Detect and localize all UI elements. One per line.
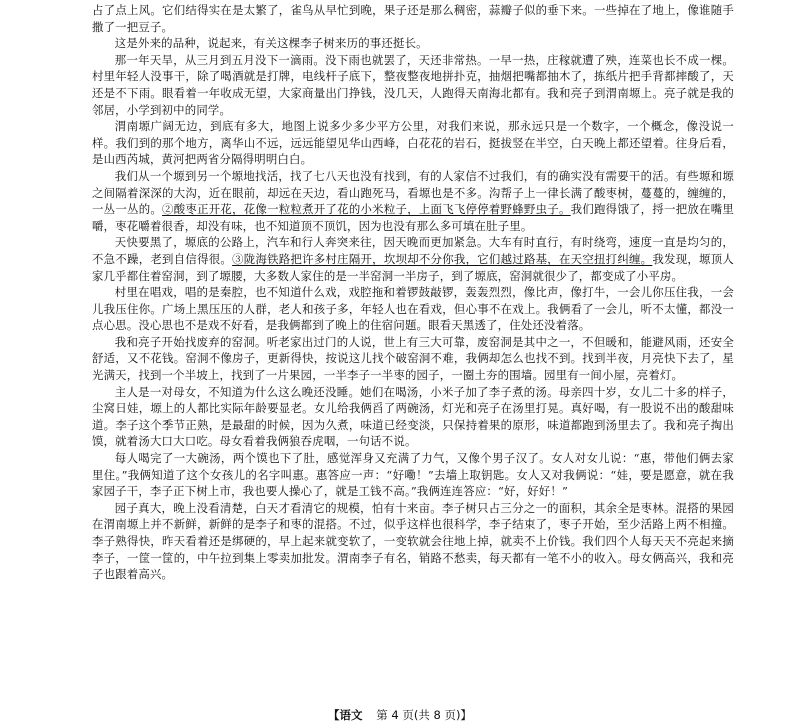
passage-paragraph <box>92 234 734 284</box>
passage-paragraph <box>92 35 734 52</box>
paragraph-text: 这是外来的品种，说起来，有关这棵李子树来历的事还挺长。 <box>114 36 428 51</box>
paragraph-text: 村里在唱戏，唱的是秦腔，也不知道什么戏，戏腔拖和着锣鼓敲锣，轰轰烈烈，像比声，像打牛，一会儿你压住我，一会儿我压住你。广场上黑压压的人群，老人和孩子多，年轻人也在看戏，但心事不在戏上。我俩看了一会儿，听不太懂，都没一点心思。没心思也不是戏不好看，是我俩都到了晚上的住宿问题。眼看天黑透了，住处还没着落。 <box>92 285 734 333</box>
paragraph-text: 天快要黑了，塬底的公路上，汽车和行人奔突来往，因天晚而更加紧急。大车有时直行，有时绕弯，速度一直是均匀的，不急不躁，老到自信得很。 <box>92 235 734 266</box>
paragraph-text: 占了点上风。它们结得实在是太繁了，雀鸟从早忙到晚，果子还是那么稠密，蒜瓣子似的垂下来。一些掉在了地上，像谁随手撒了一把豆子。 <box>92 3 734 34</box>
paragraph-text: 我发现，塬顶人家几乎都住着窑洞，到了塬腰，大多数人家住的是一半窑洞一半房子，到了塬底，窑洞就很少了，都变成了小平房。 <box>92 251 734 283</box>
footer-subject: 【语文 <box>328 708 363 722</box>
paragraph-text: 渭南塬广阔无边，到底有多大，地图上说多少多少平方公里，对我们来说，那永远只是一个数字，一个概念，像没说一样。我们到的那个地方，离华山不远，远远能望见华山西峰，白花花的岩石，挺拔竖在半空，白天晚上都还望着。往身后看，是山西芮城，黄河把两省分隔得明明白白。 <box>92 119 734 167</box>
passage-paragraph <box>92 500 734 583</box>
passage-paragraph <box>92 450 734 500</box>
reading-passage <box>92 2 734 583</box>
page-footer <box>0 707 800 723</box>
passage-paragraph <box>92 384 734 450</box>
passage-paragraph <box>92 334 734 384</box>
paragraph-text: 我和亮子开始找废弃的窑洞。听老家出过门的人说，世上有三大可靠，废窑洞是其中之一，不但暖和，能避风雨，还安全舒适，又不花钱。窑洞不像房子，更新得快，按说这儿找个破窑洞不难，我俩却怎么也找不到。找到半夜，月亮快下去了，星光满天，找到一个半坡上，找到了一片果园，一半李子一半枣的园子，一圈土夯的围墙。园里有一间小屋，亮着灯。 <box>92 334 734 383</box>
passage-paragraph <box>92 118 734 168</box>
paragraph-text: 每人喝完了一大碗汤，两个馍也下了肚，感觉浑身又充满了力气，又像个男子汉了。女人对女儿说：“惠，带他们俩去家里住。”我俩知道了这个女孩儿的名字叫惠。惠答应一声：“好嘞！”去墙上取钥匙。女人又对我俩说：“娃，要是愿意，就在我家园子干，李子正下树上市，我也要人操心了，就是工钱不高。”我俩连连答应：“好，好好！” <box>92 451 734 499</box>
footer-page-info: 第 4 页(共 8 页)】 <box>376 708 472 722</box>
paragraph-text: 我们跑得饿了，捋一把放在嘴里嚼，枣花嚼着很香，却没有味，也不知道顶不顶饥，因为也没有那么多可填在肚子里。 <box>92 202 734 233</box>
passage-paragraph <box>92 52 734 118</box>
underlined-sentence: ③陇海铁路把许多村庄隔开，坎坝却不分你我，它们越过路基，在天空扭打纠缠。 <box>232 251 653 266</box>
paragraph-text: 我们从一个塬到另一个塬地找活，找了七八天也没有找到，有的人家信不过我们，有的确实没有需要干的活。有些塬和塬之间隔着深深的大沟，近在眼前，却远在天边，看山跑死马，看塬也是不多。沟帮子上一律长满了酸枣树，蔓蔓的，缠缠的，一丛一丛的。 <box>92 168 734 217</box>
passage-paragraph <box>92 284 734 334</box>
passage-paragraph <box>92 168 734 234</box>
paragraph-text: 主人是一对母女，不知道为什么这么晚还没睡。她们在喝汤，小米子加了李子煮的汤。母亲四十岁，女儿二十多的样子，尘窝日娃，塬上的人都比实际年龄要显老。女儿给我俩舀了两碗汤，灯光和亮子在汤里打晃。真好喝，有一股说不出的酸甜味道。李子这个季节正熟，是最甜的时候，因为久煮，味道已经变淡，只保持着果的原形，味道都跑到汤里去了。我和亮子掏出馍，就着汤大口大口吃。母女看着我俩狼吞虎咽，一句话不说。 <box>92 384 734 449</box>
paragraph-text: 那一年天旱，从三月到五月没下一滴雨。没下雨也就罢了，天还非常热。一早一热，庄稼就遭了殃，连菜也长不成一棵。村里年轻人没事干，除了喝酒就是打牌，电线杆子底下，整夜整夜地拼扑克，抽烟把嘴都抽木了，拣纸片把手背都摔酸了，天还是不下雨。眼看着一年收成无望，大家商量出门挣钱，没几天，人跑得天南海北都有。我和亮子到渭南塬上。亮子就是我的邻居，小学到初中的同学。 <box>92 52 734 117</box>
paragraph-text: 园子真大，晚上没看清楚，白天才看清它的规模，怕有十来亩。李子树只占三分之一的面积，其余全是枣林。混搭的果园在渭南塬上并不新鲜，新鲜的是李子和枣的混搭。不过，似乎这样也很科学，李子结束了，枣子开始，至少活路上两不相撞。李子熟得快，昨天看着还是绑硬的，早上起来就变软了，一变软就会往地上掉，就卖不上价钱。我们四个人每天天不亮起来摘李子，一筐一筐的，中午拉到集上零卖加批发。渭南李子有名，销路不愁卖，每天都有一笔不小的收入。母女俩高兴，我和亮子也跟着高兴。 <box>92 500 734 582</box>
passage-paragraph <box>92 2 734 35</box>
underlined-sentence: ②酸枣正开花，花像一粒粒煮开了花的小米粒子，上面飞飞停停着野蜂野虫子。 <box>162 202 571 217</box>
